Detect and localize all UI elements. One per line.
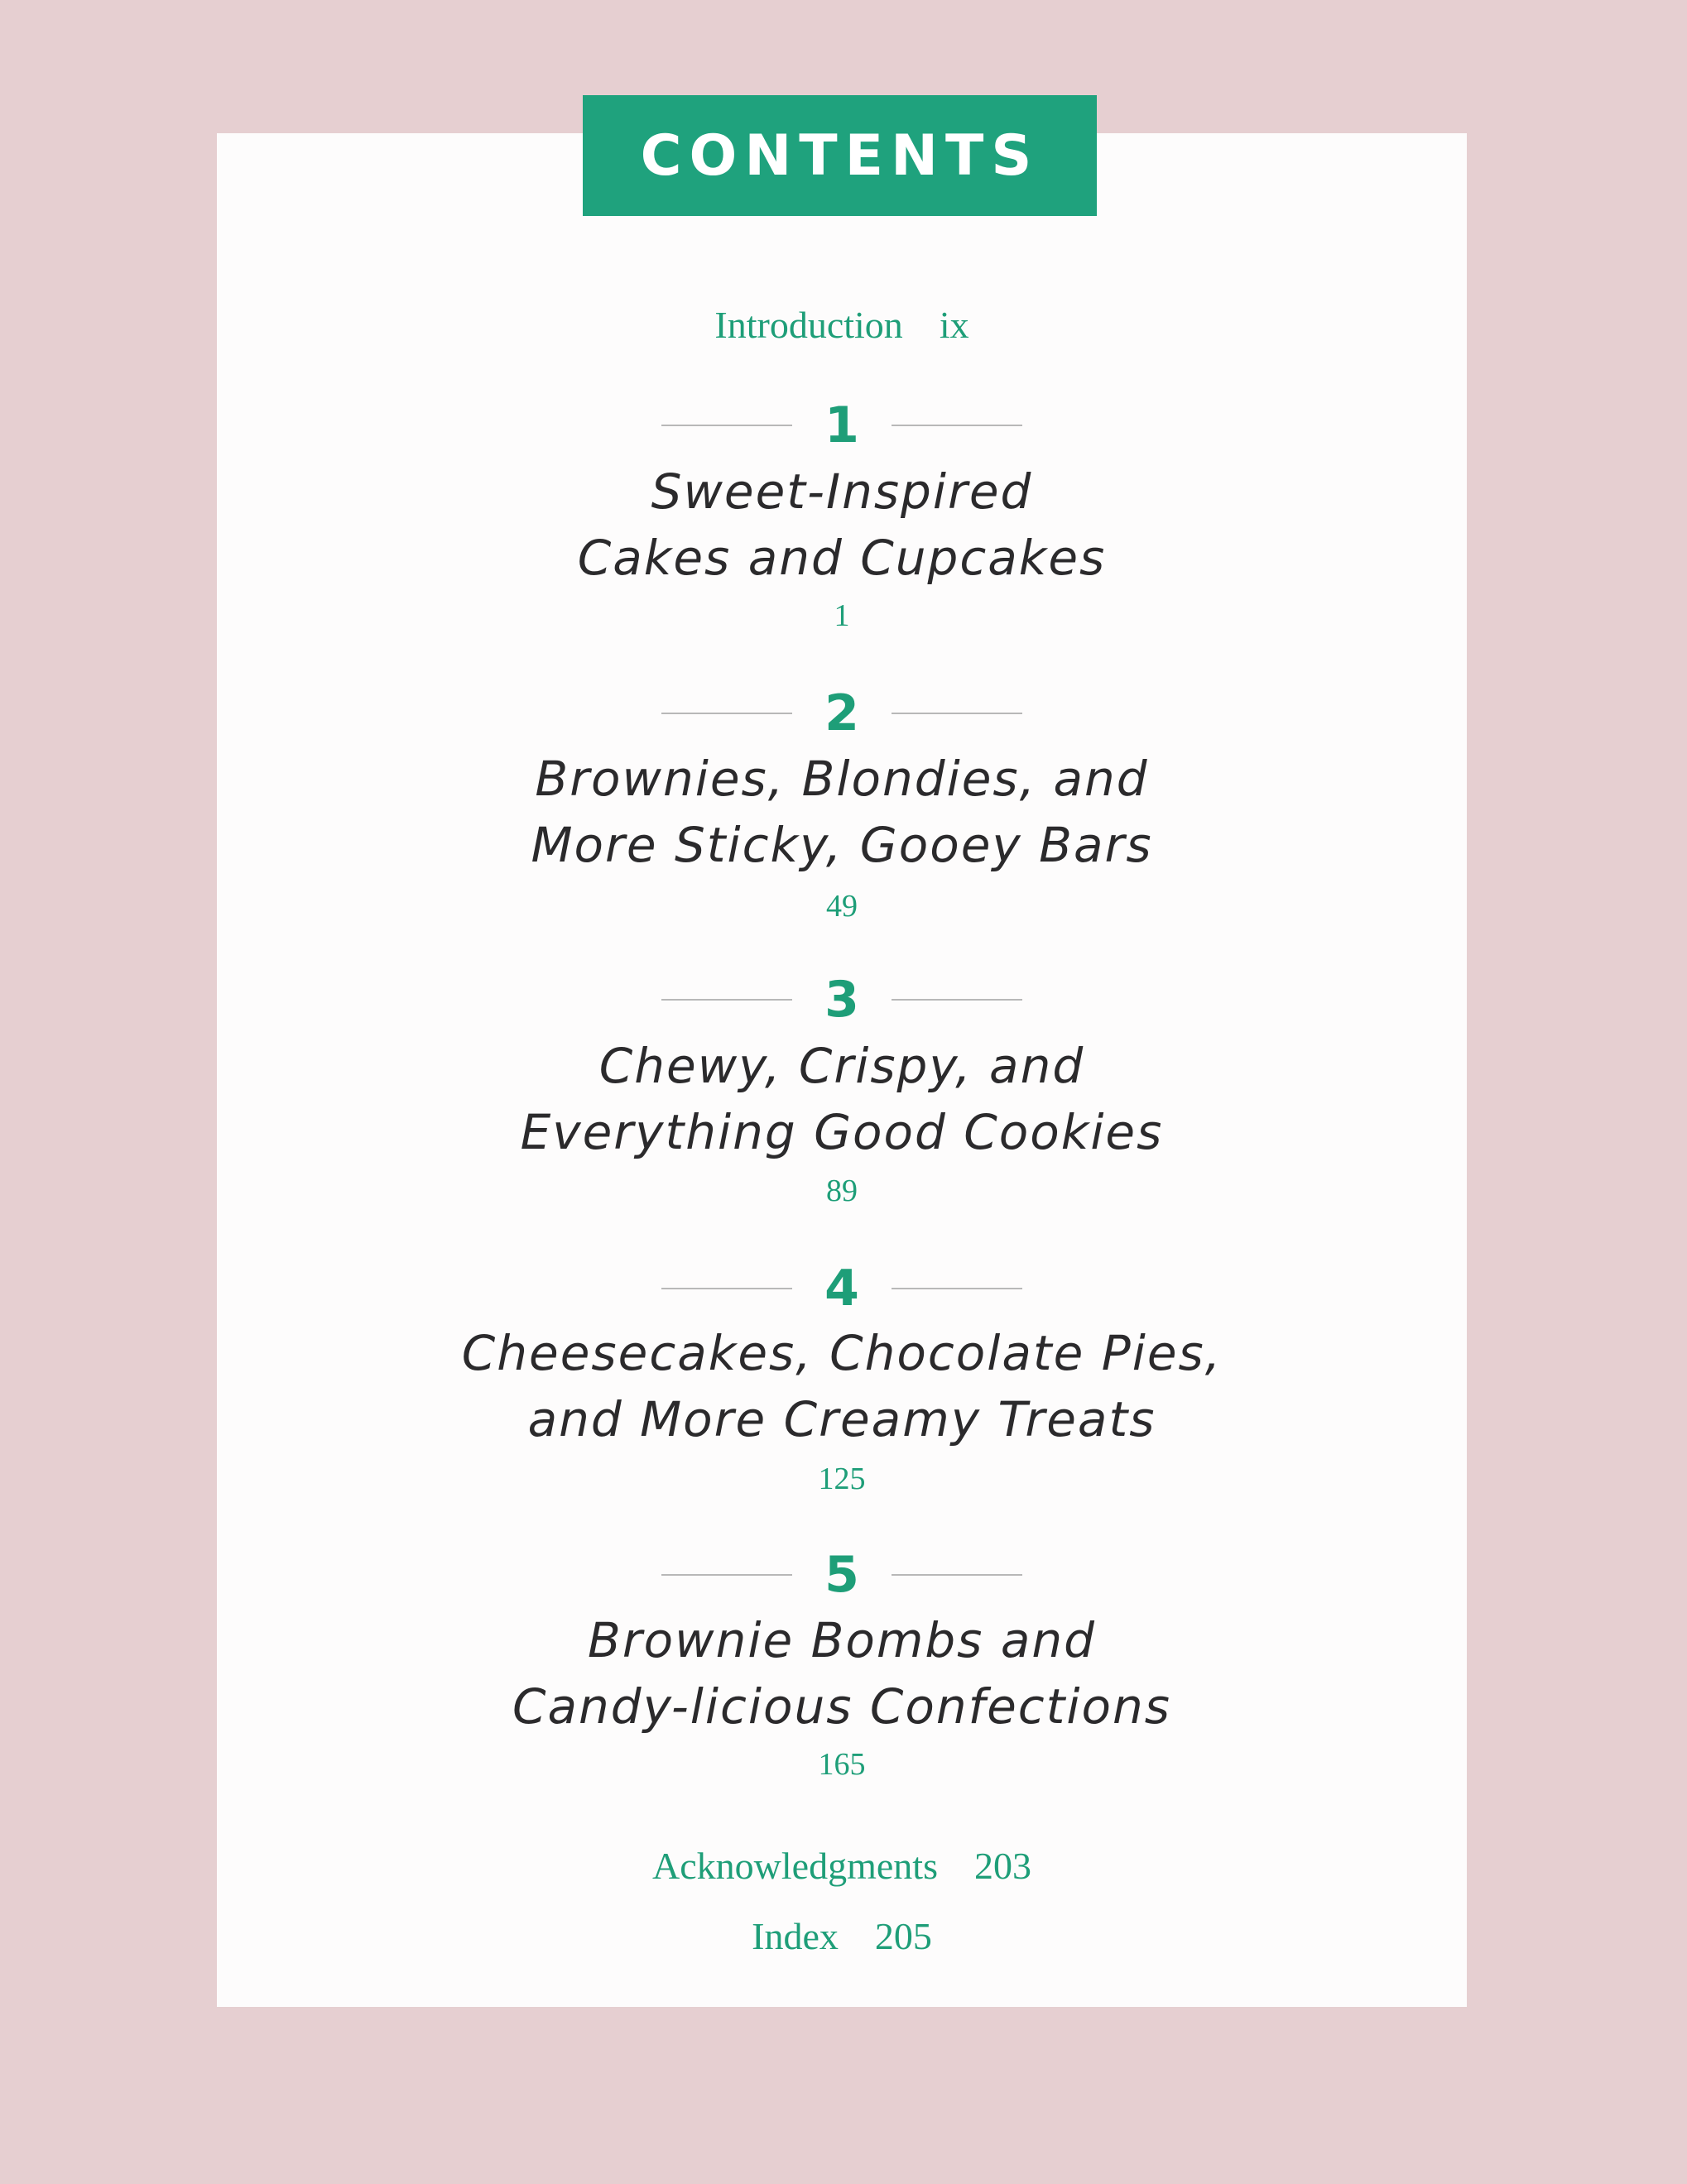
contents-heading: CONTENTS bbox=[640, 122, 1040, 189]
table-of-contents bbox=[217, 0, 1467, 2184]
toc-entry-label: Index bbox=[752, 1915, 839, 1957]
toc-entry-index[interactable] bbox=[217, 1914, 1467, 1958]
chapter-page-number: 1 bbox=[834, 598, 850, 633]
divider-rule bbox=[661, 999, 792, 1001]
toc-entry-page: 205 bbox=[874, 1915, 932, 1957]
chapter-title[interactable] bbox=[217, 458, 1467, 591]
chapter-number: 5 bbox=[824, 1546, 859, 1604]
toc-entry-label: Acknowledgments bbox=[652, 1845, 938, 1887]
divider-rule bbox=[892, 1574, 1022, 1576]
chapter-page-number: 125 bbox=[818, 1462, 866, 1496]
divider-rule bbox=[661, 425, 792, 426]
toc-entry-label: Introduction bbox=[714, 304, 903, 346]
chapter-number-row bbox=[217, 392, 1467, 458]
toc-entry-acknowledgments[interactable] bbox=[217, 1844, 1467, 1888]
toc-entry-introduction[interactable] bbox=[217, 303, 1467, 347]
divider-rule bbox=[892, 713, 1022, 714]
chapter-title[interactable] bbox=[217, 1033, 1467, 1165]
chapter-number-row bbox=[217, 967, 1467, 1033]
divider-rule bbox=[892, 999, 1022, 1001]
chapter-title-line: Brownies, Blondies, and bbox=[535, 751, 1149, 807]
chapter-title-line: Cakes and Cupcakes bbox=[577, 530, 1107, 586]
chapter-number-row bbox=[217, 1255, 1467, 1322]
divider-rule bbox=[661, 1574, 792, 1576]
chapter-title[interactable] bbox=[217, 1607, 1467, 1740]
divider-rule bbox=[661, 1288, 792, 1289]
chapter-page-number: 89 bbox=[826, 1174, 858, 1208]
chapter-title[interactable] bbox=[217, 746, 1467, 878]
chapter-title-line: Sweet-Inspired bbox=[651, 463, 1033, 520]
chapter-number: 3 bbox=[824, 971, 859, 1029]
chapter-title-line: Cheesecakes, Chocolate Pies, bbox=[461, 1325, 1223, 1381]
chapter-title-line: Brownie Bombs and bbox=[588, 1612, 1096, 1668]
divider-rule bbox=[892, 1288, 1022, 1289]
chapter-title-line: and More Creamy Treats bbox=[527, 1391, 1156, 1447]
toc-entry-page: ix bbox=[939, 304, 969, 346]
chapter-number: 2 bbox=[824, 684, 859, 742]
chapter-title[interactable] bbox=[217, 1320, 1467, 1452]
chapter-number: 1 bbox=[824, 396, 859, 454]
chapter-page-number: 165 bbox=[818, 1747, 866, 1782]
chapter-number-row bbox=[217, 1542, 1467, 1608]
toc-entry-page: 203 bbox=[973, 1845, 1031, 1887]
chapter-title-line: Everything Good Cookies bbox=[520, 1104, 1164, 1160]
chapter-title-line: Chewy, Crispy, and bbox=[598, 1038, 1085, 1094]
chapter-number: 4 bbox=[824, 1260, 859, 1318]
chapter-title-line: More Sticky, Gooey Bars bbox=[531, 817, 1153, 873]
divider-rule bbox=[661, 713, 792, 714]
chapter-title-line: Candy-licious Confections bbox=[512, 1678, 1171, 1735]
divider-rule bbox=[892, 425, 1022, 426]
chapter-number-row bbox=[217, 680, 1467, 746]
chapter-page-number: 49 bbox=[826, 889, 858, 924]
